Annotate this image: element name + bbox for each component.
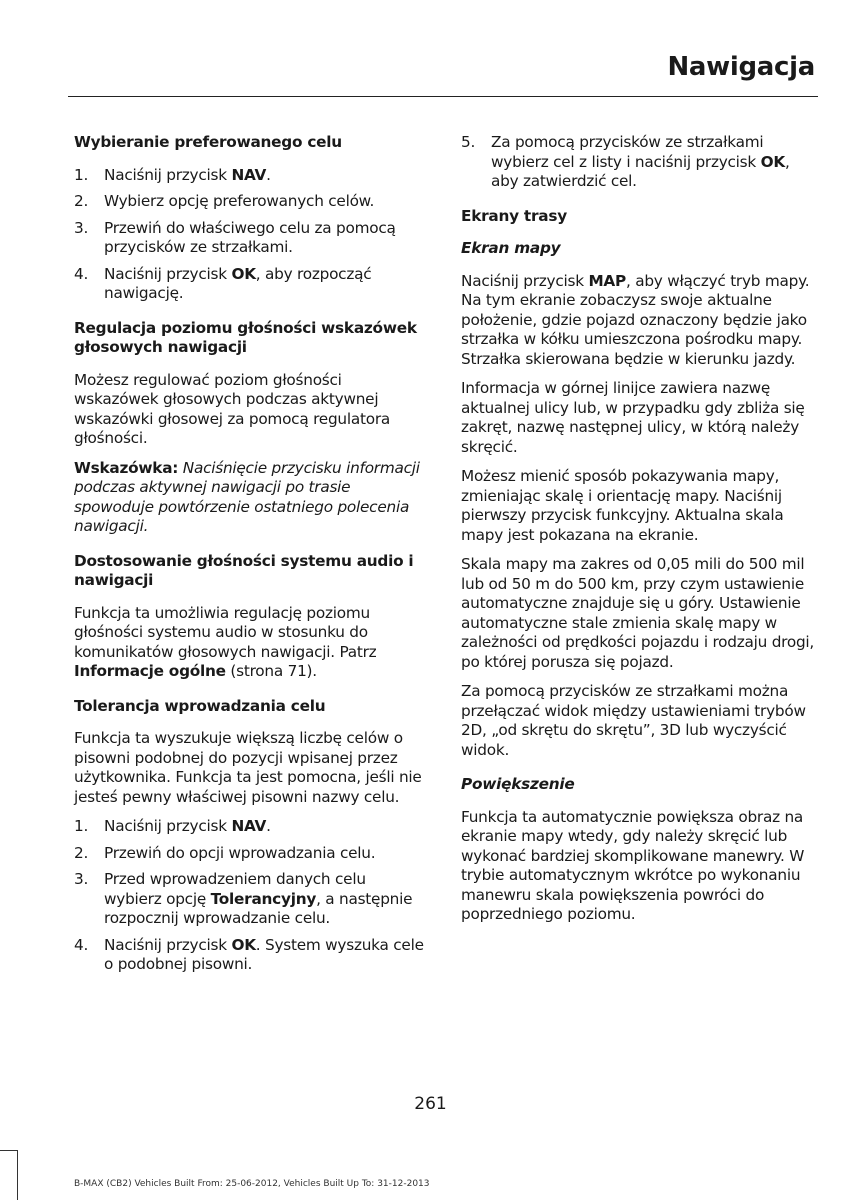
step-text: Naciśnij przycisk NAV. [104,165,271,184]
step-text: Naciśnij przycisk NAV. [104,817,271,835]
list-item [461,133,815,192]
crop-mark [0,1150,17,1151]
step-text: Przewiń do właściwego celu za pomocą przycisków ze strzałkami. [104,218,396,256]
page-title: Nawigacja [667,52,815,82]
step-number: 5. [461,133,476,151]
step-number: 2. [74,192,89,210]
list-item [74,192,426,212]
step-number: 4. [74,935,89,954]
paragraph: Naciśnij przycisk MAP, aby włączyć tryb mapy. Na tym ekranie zobaczysz swoje aktualne położenie, gdzie pojazd oznaczony będzie jako strzałka w kółku umieszczona pośrodku mapy. Strzałka skierowana będzie w kierunku jazdy. [461,271,810,368]
note-paragraph [74,459,426,537]
list-item [74,265,426,304]
section-heading: Tolerancja wprowadzania celu [74,696,326,715]
step-number: 3. [74,870,89,888]
left-column [74,133,426,990]
step-number: 3. [74,218,89,237]
page-number: 261 [414,1094,447,1114]
note-text: Naciśnięcie przycisku informacji podczas aktywnej nawigacji po trasie spowoduje powtórzenie ostatniego polecenia nawigacji. [74,458,420,535]
section-heading: Dostosowanie głośności systemu audio i nawigacji [74,551,414,589]
step-text: Wybierz opcję preferowanych celów. [104,192,375,210]
subsection-heading: Powiększenie [461,775,575,793]
step-text: Przewiń do opcji wprowadzania celu. [104,843,376,862]
step-text: Za pomocą przycisków ze strzałkami wybierz cel z listy i naciśnij przycisk OK, aby zatwierdzić cel. [491,133,790,190]
section-heading: Regulacja poziomu głośności wskazówek głosowych nawigacji [74,318,417,356]
list-item [74,936,426,975]
paragraph: Informacja w górnej linijce zawiera nazwę aktualnej ulicy lub, w przypadku gdy zbliża się zakręt, nazwę następnej ulicy, w którą należy skręcić. [461,379,805,456]
footer-text: B-MAX (CB2) Vehicles Built From: 25-06-2012, Vehicles Built Up To: 31-12-2013 [74,1179,430,1189]
step-number: 2. [74,843,89,862]
steps-list [74,817,426,975]
paragraph: Funkcja ta wyszukuje większą liczbę celów o pisowni podobnej do pozycji wpisanej przez użytkownika. Funkcja ta jest pomocna, jeśli nie jesteś pewny właściwej pisowni nazwy celu. [74,729,422,806]
step-text: Przed wprowadzeniem danych celu wybierz opcję Tolerancyjny, a następnie rozpocznij wprowadzanie celu. [104,870,413,927]
paragraph: Możesz regulować poziom głośności wskazówek głosowych podczas aktywnej wskazówki głosowej za pomocą regulatora głośności. [74,370,390,447]
paragraph: Funkcja ta automatycznie powiększa obraz na ekranie mapy wtedy, gdy należy skręcić lub wykonać bardziej skomplikowane manewry. W trybie automatycznym wkrótce po wykonaniu manewru skala powiększenia powróci do poprzedniego poziomu. [461,807,805,923]
step-number: 1. [74,165,89,184]
list-item [74,219,426,258]
list-item [74,817,426,837]
section-heading: Ekrany trasy [461,206,567,225]
paragraph: Skala mapy ma zakres od 0,05 mili do 500 mil lub od 50 m do 500 km, przy czym ustawienie automatyczne znajduje się u góry. Ustawienie automatyczne stale zmienia skalę mapy w zależności od prędkości pojazdu i rodzaju drogi, po której porusza się pojazd. [461,555,815,671]
cross-reference-link: Informacje ogólne [74,662,226,680]
section-heading: Wybieranie preferowanego celu [74,133,342,151]
steps-list [74,166,426,304]
step-text: Naciśnij przycisk OK, aby rozpocząć nawigację. [104,264,372,302]
note-label: Wskazówka: [74,458,179,477]
paragraph: Za pomocą przycisków ze strzałkami można przełączać widok między ustawieniami trybów 2D, „od skrętu do skrętu”, 3D lub wyczyścić widok. [461,682,806,759]
paragraph: Możesz mienić sposób pokazywania mapy, zmieniając skalę i orientację mapy. Naciśnij pierwszy przycisk funkcyjny. Aktualna skala mapy jest pokazana na ekranie. [461,467,784,544]
step-text: Naciśnij przycisk OK. System wyszuka cele o podobnej pisowni. [104,935,424,973]
header-divider [68,96,818,97]
step-number: 4. [74,264,89,283]
crop-mark [17,1150,18,1200]
right-column [461,133,815,935]
steps-list [461,133,815,192]
list-item [74,844,426,864]
list-item [74,166,426,186]
list-item [74,870,426,929]
paragraph: Funkcja ta umożliwia regulację poziomu głośności systemu audio w stosunku do komunikatów głosowych nawigacji. Patrz Informacje ogólne (strona 71). [74,603,377,680]
step-number: 1. [74,817,89,835]
subsection-heading: Ekran mapy [461,239,561,257]
